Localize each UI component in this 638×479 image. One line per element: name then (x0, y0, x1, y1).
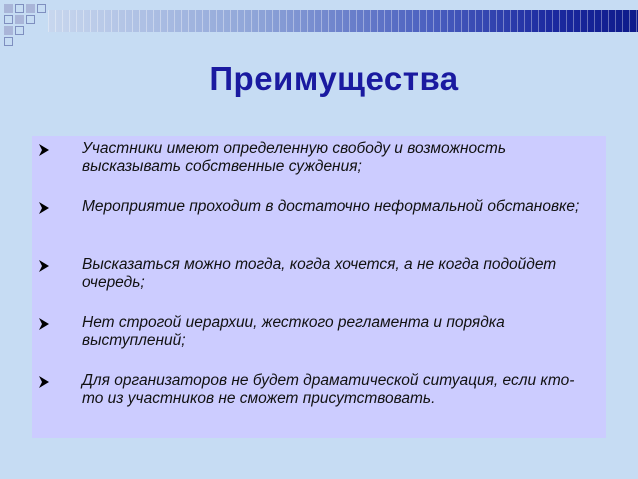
arrow-bullet-icon (37, 143, 51, 157)
decorative-top-band (48, 10, 638, 32)
decorative-square (15, 26, 24, 35)
list-item (32, 256, 606, 314)
list-item (32, 140, 606, 198)
slide-title: Преимущества (209, 60, 459, 97)
decorative-square (15, 4, 24, 13)
decorative-square (4, 15, 13, 24)
decorative-square (26, 15, 35, 24)
decorative-square (4, 37, 13, 46)
bullet-text: Для организаторов не будет драматической ситуация, если кто- то из участников не сможет присутствовать. (82, 372, 575, 407)
bullet-list (32, 140, 606, 430)
list-item (32, 314, 606, 372)
list-item (32, 372, 606, 430)
decorative-square (4, 4, 13, 13)
arrow-bullet-icon (37, 259, 51, 273)
bullet-text: Нет строгой иерархии, жесткого регламента и порядка выступлений; (82, 314, 505, 349)
decorative-square (4, 26, 13, 35)
decorative-square (26, 4, 35, 13)
decorative-square (15, 15, 24, 24)
bullet-text: Высказаться можно тогда, когда хочется, а не когда подойдет очередь; (82, 256, 557, 291)
bullet-text: Мероприятие проходит в достаточно неформальной обстановке; (82, 198, 580, 215)
arrow-bullet-icon (37, 201, 51, 215)
arrow-bullet-icon (37, 375, 51, 389)
bullet-text: Участники имеют определенную свободу и возможность высказывать собственные суждения; (82, 140, 506, 175)
list-item (32, 198, 606, 256)
decorative-square (37, 4, 46, 13)
arrow-bullet-icon (37, 317, 51, 331)
